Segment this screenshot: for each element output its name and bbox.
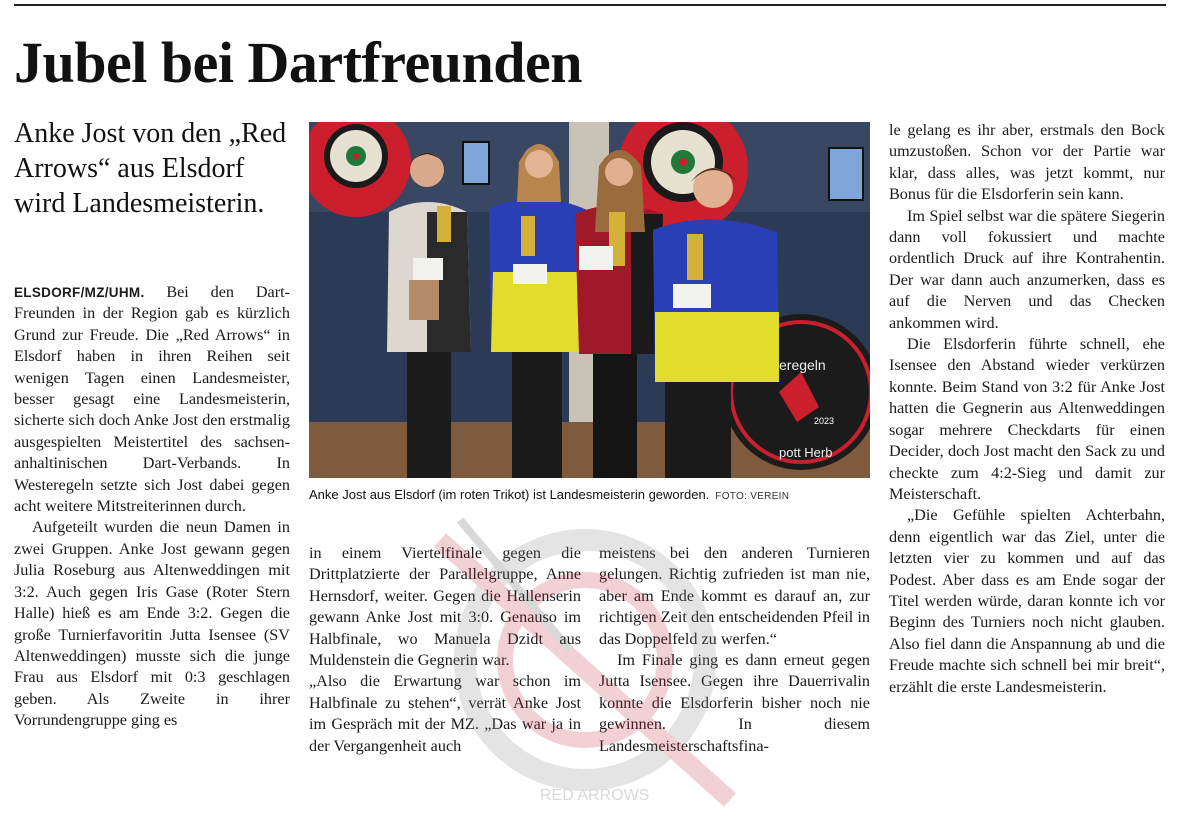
headline: Jubel bei Dartfreunden [14, 30, 582, 95]
dateline: ELSDORF/MZ/UHM. [14, 285, 145, 300]
article-paragraph: „Die Gefühle spielten Achterbahn, denn eigentlich war das Ziel, unter die letzten vier zu kommen und auf das Podest. Aber dass es am Ende sogar der Titel werden würde, daran konnte ich vor Beginn des Turniers noch nicht glauben. Also fiel dann die Anspannung ab und die Freude machte sich schnell bei mir breit“, erzählt die erste Landesmeisterin. [889, 506, 1165, 696]
article-paragraph: meistens bei den anderen Turnieren gelungen. Richtig zufrieden ist man nie, aber am Ende kommt es darauf an, zur richtigen Zeit den entscheidenden Pfeil in das Doppelfeld zu werfen.“ [599, 544, 870, 648]
watermark-text: RED ARROWS [540, 787, 650, 804]
article-paragraph: Die Elsdorferin führte schnell, ehe Isensee den Abstand wieder verkürzen konnte. Beim Stand von 3:2 für Anke Jost hatten die Gegnerin aus Altenweddingen sogar mehrere Checkdarts für einen Decider, doch Jost macht den Sack zu und checkte zum 4:2-Sieg und damit zur Meisterschaft. [889, 335, 1165, 503]
article-paragraph: Im Finale ging es dann erneut gegen Jutta Isensee. Gegen ihre Dauerrivalin konnte die Elsdorferin bisher noch nie gewinnen. In diesem Landesmeisterschaftsfina- [599, 651, 870, 755]
subhead: Anke Jost von den „Red Arrows“ aus Elsdorf wird Landesmeisterin. [14, 118, 287, 219]
paragraph-text: Bei den Dart-Freunden in der Region gab es kürzlich Grund zur Freude. Die „Red Arrows“ in Elsdorf haben in ihren Reihen seit wenigen Tagen einen Landesmeister, besser gesagt eine Landesmeisterin, sicherte sich doch Anke Jost den erstmalig ausgespielten Meistertitel des sachsen-anhaltinischen Dart-Verbands. In Westeregeln setzte sich Jost dabei gegen acht weitere Mitstreiterinnen durch. [14, 283, 290, 516]
article-column-4 [889, 120, 1165, 698]
article-paragraph: „Also die Erwartung war schon im Halbfinale zu stehen“, verrät Anke Jost im Gespräch mit der MZ. „Das war ja in der Vergangenheit auch [309, 672, 581, 755]
article-paragraph: Aufgeteilt wurden die neun Damen in zwei Gruppen. Anke Jost gewann gegen Julia Roseburg aus Altenweddingen mit 3:2. Auch gegen Iris Gase (Roter Stern Halle) hieß es am Ende 3:2. Gegen die große Turnierfavoritin Jutta Isensee (SV Altenweddingen) musste sich die junge Frau aus Elsdorf mit 0:3 geschlagen geben. Als Zweite in ihrer Vorrundengruppe ging es [14, 518, 290, 730]
banner-year: 2023 [814, 416, 835, 426]
caption-text: Anke Jost aus Elsdorf (im roten Trikot) ist Landesmeisterin geworden. [309, 487, 710, 502]
article-column-3 [599, 543, 870, 757]
photo-credit: FOTO: VEREIN [715, 491, 790, 502]
article-paragraph: le gelang es ihr aber, erstmals den Bock umzustoßen. Schon vor der Partie war klar, dass alles, was jetzt kommt, nur Bonus für die Elsdorferin sein kann. [889, 121, 1165, 204]
top-rule [14, 4, 1166, 6]
article-column-1 [14, 282, 290, 732]
banner-text: pott Herb [779, 445, 833, 460]
banner-text: eregeln [779, 357, 826, 373]
article-paragraph: Im Spiel selbst war die spätere Siegerin dann voll fokussiert und machte ordentlich Druck auf ihre Kontrahentin. Der war dann auch anzumerken, dass es auf die Nerven und das Checken ankommen wird. [889, 206, 1165, 332]
photo-caption [309, 486, 870, 506]
article-photo [309, 122, 870, 478]
article-paragraph [14, 282, 290, 517]
article-paragraph: in einem Viertelfinale gegen die Drittplatzierte der Parallelgruppe, Anne Hernsdorf, weiter. Gegen die Hallenserin gewann Anke Jost mit 3:0. Genauso im Halbfinale, wo Manuela Dzidt aus Muldenstein die Gegnerin war. [309, 544, 581, 670]
article-column-2 [309, 543, 581, 757]
